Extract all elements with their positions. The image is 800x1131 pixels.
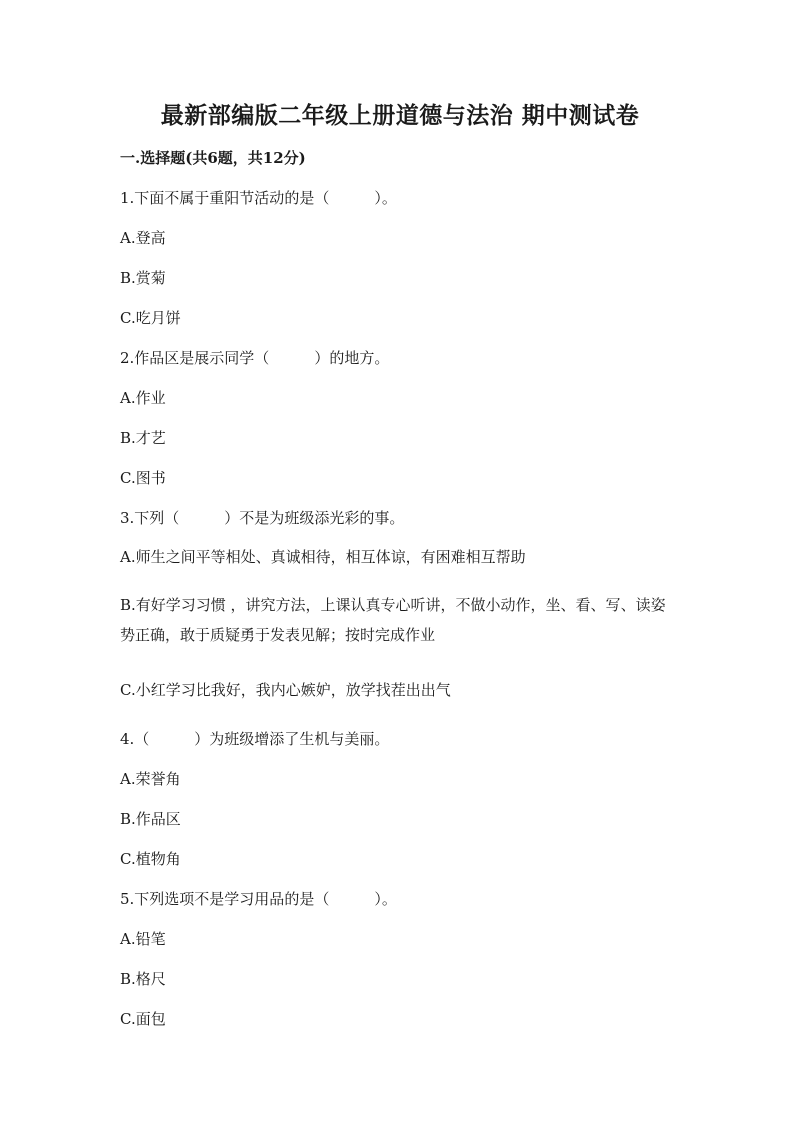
question-5-option-b: B.格尺 — [120, 970, 166, 988]
question-1-stem: 1.下面不属于重阳节活动的是（ ）。 — [120, 189, 397, 207]
question-5-option-a: A.铅笔 — [120, 930, 166, 948]
question-2-stem: 2.作品区是展示同学（ ）的地方。 — [120, 349, 390, 367]
question-1-option-b: B.赏菊 — [120, 269, 166, 287]
question-2-option-c: C.图书 — [120, 469, 166, 487]
exam-title: 最新部编版二年级上册道德与法治 期中测试卷 — [160, 102, 640, 129]
question-4-option-b: B.作品区 — [120, 810, 181, 828]
question-2-option-a: A.作业 — [120, 389, 166, 407]
question-5-stem: 5.下列选项不是学习用品的是（ ）。 — [120, 890, 397, 908]
question-1-option-c: C.吃月饼 — [120, 309, 181, 327]
question-4-option-a: A.荣誉角 — [120, 770, 181, 788]
question-4-option-c: C.植物角 — [120, 850, 181, 868]
section-heading: 一.选择题(共6题，共12分) — [120, 149, 306, 167]
question-3-option-b: B.有好学习习惯 ，讲究方法，上课认真专心听讲，不做小动作，坐、看、写、读姿势正确，敢于质疑勇于发表见解；按时完成作业 — [120, 596, 666, 644]
question-3-option-a: A.师生之间平等相处、真诚相待，相互体谅，有困难相互帮助 — [120, 548, 526, 566]
question-2-option-b: B.才艺 — [120, 429, 166, 447]
question-3-stem: 3.下列（ ）不是为班级添光彩的事。 — [120, 509, 405, 527]
question-3-option-c: C.小红学习比我好，我内心嫉妒，放学找茬出出气 — [120, 681, 451, 699]
question-1-option-a: A.登高 — [120, 229, 166, 247]
question-4-stem: 4.（ ）为班级增添了生机与美丽。 — [120, 730, 390, 748]
question-5-option-c: C.面包 — [120, 1010, 166, 1028]
